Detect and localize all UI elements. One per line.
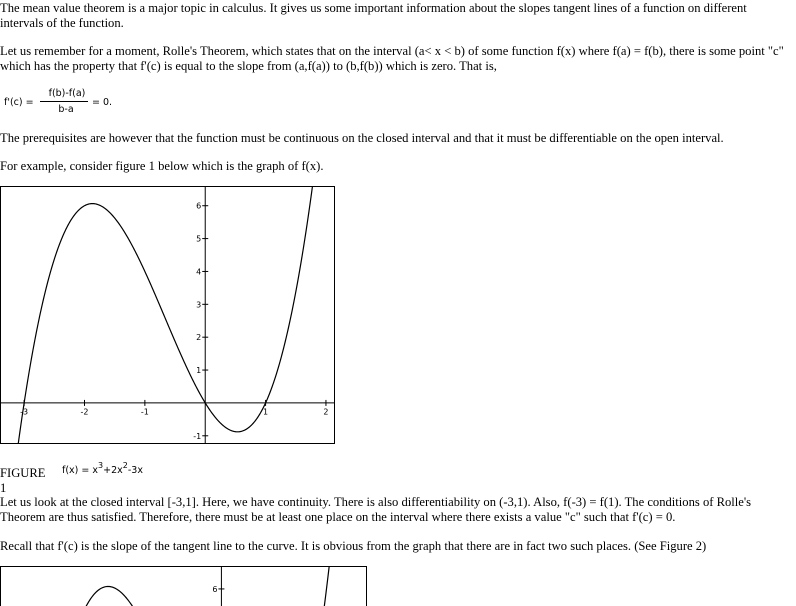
fig1-y-tick-label: 5 [196,235,201,244]
fx-part-a: f(x) = x [62,465,98,476]
fig1-x-tick-label: 2 [323,408,328,417]
fig2-curve [0,566,367,606]
formula-denominator: b-a [42,104,90,115]
fig1-y-tick-label: 2 [196,333,201,342]
formula-rhs: = 0. [92,97,112,108]
fx-part-b: +2x [103,465,123,476]
intro-paragraph: The mean value theorem is a major topic in calculus. It gives us some important information about the slopes tangent lines of a function on different intervals of the function. [0,1,792,31]
example-paragraph: For example, consider figure 1 below which is the graph of f(x). [0,159,792,174]
fig1-y-tick-label: 3 [196,300,201,309]
fig1-curve [0,186,335,444]
fig1-y-tick-label: 6 [196,202,201,211]
rolle-paragraph: Let us remember for a moment, Rolle's Theorem, which states that on the interval (a< x < b) of some function f(x) where f(a) = f(b), there is some point "c" which has the property that f'(c) is equal to the slope from (a,f(a)) to (b,f(b)) which is zero. That is, [0,44,792,74]
figure-1-graph [0,186,335,444]
fx-exponent-3: 3 [98,461,103,470]
figure-2-graph [0,566,367,606]
fig1-y-tick-label: 1 [196,366,201,375]
prerequisites-paragraph: The prerequisites are however that the function must be continuous on the closed interval and that it must be differentiable on the open interval. [0,131,792,146]
fig1-frame [1,187,335,444]
figure-1-function [62,465,143,476]
fig1-x-tick-label: 1 [263,408,268,417]
formula-lhs: f'(c) = [4,97,34,108]
fig1-y-tick-label: 4 [196,267,201,276]
formula-numerator: f(b)-f(a) [42,88,92,99]
figure-1-label: FIGURE 1 [0,466,45,496]
rolle-formula [2,88,122,120]
fig1-x-tick-label: -2 [81,408,89,417]
fig1-y-tick-label: -1 [193,432,201,441]
fig2-frame [1,567,367,606]
closed-interval-paragraph: Let us look at the closed interval [-3,1]. Here, we have continuity. There is also differentiability on (-3,1). Also, f(-3) = f(1). The conditions of Rolle's Theorem are thus satisfied. Therefore, there must be at least one place on the interval where there exists a value "c" such that f'(c) = 0. [0,495,792,525]
fig2-y-tick-label: 6 [212,585,217,594]
fig1-x-tick-label: -1 [141,408,149,417]
formula-fraction-bar [40,101,88,102]
fx-exponent-2: 2 [123,461,128,470]
fig1-x-tick-label: -3 [20,408,28,417]
fx-part-c: -3x [128,465,143,476]
recall-paragraph: Recall that f'(c) is the slope of the tangent line to the curve. It is obvious from the graph that there are in fact two such places. (See Figure 2) [0,539,792,554]
